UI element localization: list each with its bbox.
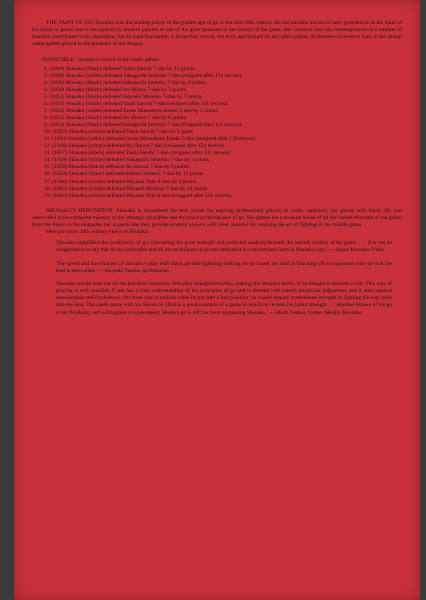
reputation-paragraph: SHUSAKU'S REPUTATION: Shusaku is considered the best model for aspiring professional players to study, especially his games with black. He was unexcelled in his complete mastery of the strategic principles and the practical techniques of go. His games are a treasure house of all the varied elements of the game, from the fuseki to the endgame, but in particular they provide amateur players with ideal material for studying the art of fighting in the middle game. [32,207,402,228]
text-block [32,20,402,317]
list-item: 5. (1851) Shusaku (black) defeated Hayashi Monnyu 7-dan by 7 points. [44,93,203,100]
list-item: 11. (1854) Shusaku (white) defeated Inoue Matsumoto Inseki 5-dan (resigned after 130 moves). [44,136,257,143]
record-heading: INVINCIBLE : Shusaku's record in the castle games [42,56,159,63]
list-item: 12. (1856) Shusaku (white) defeated Ito Showa 7-dan (resigned after 154 moves). [44,143,226,150]
intro-paragraph: THE SAINT OF GO: Shusaku was the leading player of the golden age of go in the mid-19th century. He has become known to later generations as the Saint of Go (kisei or gosei) and is recognized by modern players as one of the great geniuses in the history of the game. His victories over his contemporaries in a number of matches contributed to his reputation, but its main foundation is his perfect record, not even approached by any other player, of nineteen successive wins in the annual castle games played in the presence of the shogun. [32,20,402,48]
views-intro: Here are some 20th century views of Shusaku: [46,229,150,236]
list-item: 8. (1852) Shusaku (black) defeated Ito Showa 7-dan by 6 points. [44,115,188,122]
list-item: 3. (1850) Shusaku (black) defeated Sakaguchi Sentoku 7-dan by 8 points. [44,79,208,86]
list-item: 18. (1861) Shusaku (white) defeated Hayashi Monnyu 7-dan by 14 points. [44,185,209,192]
quote-segoe: 'Shusaku simplified the complexity of go, concealing his great strength and profound analysis beneath the smooth surface of his game. . . . It is not an exaggeration to say that all the principles and all the techniques of go are embodied in concentrated form in Shusaku's go.' — Segoe Kensaku 9-dan [56,240,392,254]
list-item: 1. (1849) Shusaku (black) defeated Yasui Sanchi 7-dan by 11 points. [44,65,196,72]
castle-games-list [44,66,402,200]
list-item: 6. (1851) Shusaku (black) defeated Yasui Sanchi 7-dan (resigned after 151 moves). [44,101,229,108]
quote-hayashi: 'The speed and forcefulness of Shusaku's play with black are like lightning striking the go board; his skill at finishing off his opponent once he took the lead is unrivalled.' — Hayashi Yutaka, go historian [56,260,392,274]
book-cover-page [14,0,420,600]
list-item: 4. (1850) Shusaku (black) defeated Ito Showa 7-dan by 3 points. [44,86,188,93]
quote-ishida: 'Shusaku would read out all the possible variations, then play straightforwardly, making the simplest move, if he thought it ensured a win. This way of playing is only possible if one has a clear understanding of the principles of go and is blessed with superb positional judgement, and it also requires considerable self-confidence. On those rare occasions when he got into a bad position, he would display tremendous strength in fighting his way back into the lead. The castle game with Ito Showa in 1850 is a good example of a game in which he reveals his latent strength . . . Another feature of his go is his flexibility and willingness to experiment. Modern go is still far from surpassing Shusaku.' —Ishida Yoshio, former Meijin, Honinbo [56,280,392,316]
list-item: 10. (1853) Shusaku (white) defeated Yasui Sanchi 7-dan by 1 point. [44,129,195,136]
list-item: 14. (1858) Shusaku (white) defeated Sakaguchi Sentoku 7-dan by 3 points. [44,157,211,164]
list-item: 15. (1859) Shusaku (black) defeated Ito Showa 7-dan by 9 points. [44,164,191,171]
list-item: 19. (1861) Shusaku (white) defeated Hayashi Yubi 6-dan (resigned after 142 moves). [44,192,233,199]
list-item: 9. (1853) Shusaku (black) defeated Sakaguchi Sentoku 7-dan (resigned after 121 moves). [44,122,243,129]
list-item: 2. (1849) Shusaku (white) defeated Sakaguchi Sentoku 7-dan (resigned after 131 moves). [44,72,243,79]
list-item: 16. (1859) Shusaku (black) defeated Hattori Seitetsu 7-dan by 13 points. [44,171,205,178]
list-item: 7. (1852) Shusaku (white) defeated Inoue Matsumoto Inseki 5-dan by 2 points. [44,108,220,115]
list-item: 17. (1860) Shusaku (white) defeated Hayashi Yubi 6-dan by 4 points. [44,178,198,185]
list-item: 13. (1857) Shusaku (black) defeated Yasui Sanchi 7-dan (resigned after 141 moves). [44,150,232,157]
